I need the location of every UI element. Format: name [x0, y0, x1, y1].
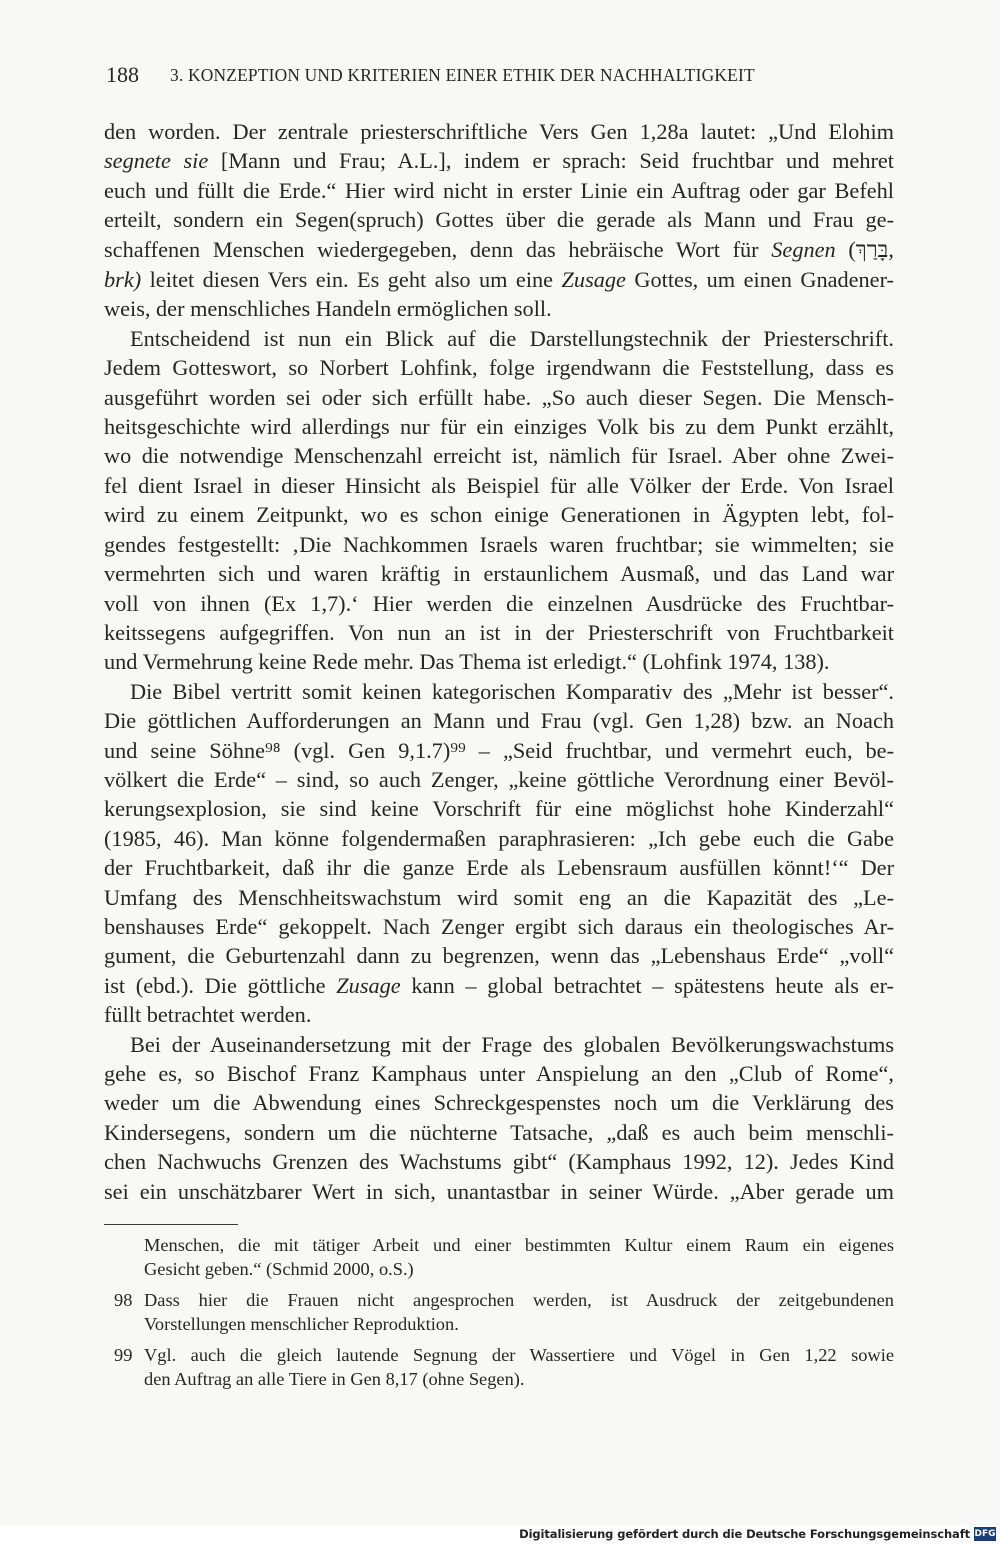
footnote-line: Menschen, die mit tätiger Arbeit und einer bestimmten Kultur einem Raum ein eigenes	[144, 1235, 894, 1255]
text-line: brk) leitet diesen Vers ein. Es geht also um eine Zusage Gottes, um einen Gnadener-	[104, 267, 894, 293]
paragraph-1	[104, 117, 894, 324]
text-line: (1985, 46). Man könne folgendermaßen paraphrasieren: „Ich gebe euch die Gabe	[104, 825, 894, 851]
footnote-line: den Auftrag an alle Tiere in Gen 8,17 (ohne Segen).	[144, 1369, 525, 1390]
text-line: Bei der Auseinandersetzung mit der Frage des globalen Bevölkerungswachstums	[130, 1031, 894, 1057]
text-line: ist (ebd.). Die göttliche Zusage kann – global betrachtet – spätestens heute als er-	[104, 972, 894, 998]
text-line: gehe es, so Bischof Franz Kamphaus unter Anspielung an den „Club of Rome“,	[104, 1061, 894, 1086]
text-line: ausgeführt worden sei oder sich erfüllt habe. „So auch dieser Segen. Die Mensch-	[104, 384, 894, 410]
text-line: der Fruchtbarkeit, daß ihr die ganze Erde als Lebensraum ausfüllen könnt!‘“ Der	[104, 855, 894, 881]
text-line: gendes festgestellt: ‚Die Nachkommen Israels waren fruchtbar; sie wimmelten; sie	[104, 531, 894, 557]
text-line: chen Nachwuchs Grenzen des Wachstums gibt“ (Kamphaus 1992, 12). Jedes Kind	[104, 1149, 894, 1175]
text-line: voll von ihnen (Ex 1,7).‘ Hier werden die einzelnen Ausdrücke des Fruchtbar-	[104, 590, 894, 616]
text-line: Kindersegens, sondern um die nüchterne Tatsache, „daß es auch beim menschli-	[104, 1119, 894, 1145]
running-head	[104, 62, 894, 92]
text-line: fel dient Israel in dieser Hinsicht als Beispiel für alle Völker der Erde. Von Israel	[104, 472, 894, 498]
text-line: den worden. Der zentrale priesterschriftliche Vers Gen 1,28a lautet: „Und Elohim	[104, 119, 894, 144]
paragraph-2	[104, 324, 894, 677]
text-line: weis, der menschliches Handeln ermöglichen soll.	[104, 296, 552, 322]
text-line: keitssegens aufgegriffen. Von nun an ist in der Priesterschrift von Fruchtbarkeit	[104, 619, 894, 645]
footnote-rule	[104, 1224, 238, 1225]
footnote-number: 99	[114, 1344, 133, 1365]
text-line: kerungsexplosion, sie sind keine Vorschrift für eine möglichst hohe Kinderzahl“	[104, 796, 894, 822]
text-line: euch und füllt die Erde.“ Hier wird nicht in erster Linie ein Auftrag oder gar Befehl	[104, 177, 894, 203]
text-line: gument, die Geburtenzahl dann zu begrenzen, wenn das „Lebenshaus Erde“ „voll“	[104, 943, 894, 969]
running-head-title: 3. KONZEPTION UND KRITERIEN EINER ETHIK DER NACHHALTIGKEIT	[170, 65, 755, 85]
footnotes	[104, 1233, 894, 1397]
text-line: Die göttlichen Aufforderungen an Mann und Frau (vgl. Gen 1,28) bzw. an Noach	[104, 708, 894, 734]
text-line: heitsgeschichte wird allerdings nur für ein einziges Volk bis zu dem Punkt erzählt,	[104, 414, 894, 440]
text-line: vermehrten sich und waren kräftig in erstaunlichem Ausmaß, und das Land war	[104, 561, 894, 587]
footnote-line: Gesicht geben.“ (Schmid 2000, o.S.)	[144, 1259, 414, 1280]
digitization-credit: Digitalisierung gefördert durch die Deutsche Forschungsgemeinschaft	[519, 1527, 970, 1541]
text-line: Die Bibel vertritt somit keinen kategorischen Komparativ des „Mehr ist besser“.	[130, 678, 894, 704]
footnote-99	[104, 1343, 894, 1392]
footnote-98	[104, 1288, 894, 1337]
text-line: sei ein unschätzbarer Wert in sich, unantastbar in seiner Würde. „Aber gerade um	[104, 1178, 894, 1204]
text-line: segnete sie [Mann und Frau; A.L.], indem er sprach: Seid fruchtbar und mehret	[104, 148, 894, 174]
text-line: Entscheidend ist nun ein Blick auf die Darstellungstechnik der Priesterschrift.	[130, 325, 894, 351]
text-line: füllt betrachtet werden.	[104, 1002, 312, 1028]
paragraph-4	[104, 1030, 894, 1206]
text-line: völkert die Erde“ – sind, so auch Zenger, „keine göttliche Verordnung einer Bevöl-	[104, 766, 894, 792]
text-line: erteilt, sondern ein Segen(spruch) Gottes über die gerade als Mann und Frau ge-	[104, 207, 894, 233]
footnote-line: Dass hier die Frauen nicht angesprochen werden, ist Ausdruck der zeitgebundenen	[144, 1289, 894, 1310]
text-line: schaffenen Menschen wiedergegeben, denn das hebräische Wort für Segnen (בָּרַךְ,	[104, 236, 894, 263]
text-line: weder um die Abwendung eines Schreckgespenstes noch um die Verklärung des	[104, 1090, 894, 1116]
footnote-number: 98	[114, 1289, 133, 1310]
body-text	[104, 117, 894, 1206]
footnote-continuation	[104, 1233, 894, 1282]
footnote-line: Vgl. auch die gleich lautende Segnung der Wassertiere und Vögel in Gen 1,22 sowie	[144, 1344, 894, 1365]
text-line: und Vermehrung keine Rede mehr. Das Thema ist erledigt.“ (Lohfink 1974, 138).	[104, 649, 830, 675]
dfg-logo-icon: DFG	[974, 1529, 996, 1539]
text-line: Jedem Gotteswort, so Norbert Lohfink, folge irgendwann die Feststellung, dass es	[104, 355, 894, 381]
text-line: Umfang des Menschheitswachstum wird somit eng an die Kapazität des „Le-	[104, 884, 894, 910]
text-line: und seine Söhne⁹⁸ (vgl. Gen 9,1.7)⁹⁹ – „Seid fruchtbar, und vermehrt euch, be-	[104, 737, 894, 763]
page-number: 188	[106, 62, 139, 87]
text-line: benshauses Erde“ gekoppelt. Nach Zenger ergibt sich daraus ein theologisches Ar-	[104, 913, 894, 939]
text-line: wird zu einem Zeitpunkt, wo es schon einige Generationen in Ägypten lebt, fol-	[104, 502, 894, 528]
text-line: wo die notwendige Menschenzahl erreicht ist, nämlich für Israel. Aber ohne Zwei-	[104, 443, 894, 469]
paragraph-3	[104, 677, 894, 1030]
footnote-line: Vorstellungen menschlicher Reproduktion.	[144, 1314, 459, 1335]
